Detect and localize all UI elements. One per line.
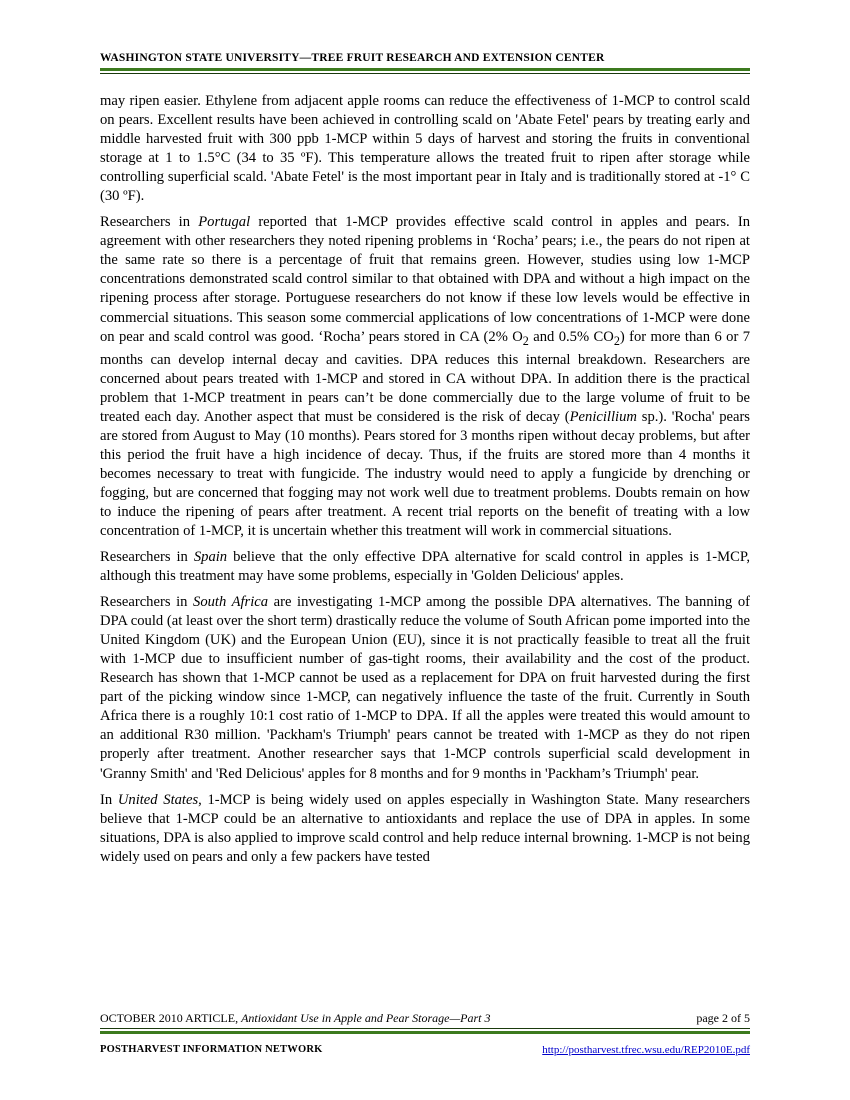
country-united-states: United States xyxy=(117,791,199,808)
footer-network-name: POSTHARVEST INFORMATION NETWORK xyxy=(100,1044,323,1055)
paragraph-south-africa: Researchers in South Africa are investigating 1-MCP among the possible DPA alternatives. The banning of DPA could (at least over the short term) drastically reduce the volume of South African pome imported into the United Kingdom (UK) and the European Union (EU), since it is not practically feasible to treat all the fruit with 1-MCP due to insufficient number of gas-tight rooms, their availability and the cost of the product. Research has shown that 1-MCP cannot be used as a replacement for DPA on fruit harvested during the first part of the picking window since 1-MCP, can negatively influence the taste of the fruit. Currently in South Africa there is a roughly 10:1 cost ratio of 1-MCP to DPA. If all the apples were treated this would amount to an additional R30 million. 'Packham's Triumph' pears cannot be treated with 1-MCP as they do not ripen properly after treatment. Another researcher says that 1-MCP controls superficial scald development in 'Granny Smith' and 'Red Delicious' apples for 8 months and for 9 months in 'Packham’s Triumph' pear. xyxy=(100,594,750,782)
paragraph-spain: Researchers in Spain believe that the only effective DPA alternative for scald control in apples is 1-MCP, although this treatment may have some problems, especially in 'Golden Delicious' apples. xyxy=(100,548,750,585)
article-body xyxy=(100,92,750,874)
page-header xyxy=(100,50,750,74)
footer-article-row xyxy=(100,1010,750,1026)
page-number: page 2 of 5 xyxy=(696,1011,750,1025)
footer-pdf-link[interactable]: http://postharvest.tfrec.wsu.edu/REP2010E.pdf xyxy=(542,1044,750,1056)
footer-date-label: OCTOBER 2010 ARTICLE, xyxy=(100,1011,242,1025)
footer-network-row xyxy=(100,1043,750,1057)
footer-article-info xyxy=(100,1010,491,1026)
country-spain: Spain xyxy=(193,548,228,565)
genus-penicillium: Penicillium xyxy=(569,408,637,425)
page-footer xyxy=(100,1010,750,1057)
header-rule-thin xyxy=(100,73,750,74)
paragraph-united-states: In United States, 1-MCP is being widely used on apples especially in Washington State. Many researchers believe that 1-MCP could be an alternative to antioxidants and replace the use of DPA in apples. In some situations, DPA is also applied to improve scald control and help reduce internal browning. 1-MCP is not being widely used on pears and only a few packers have tested xyxy=(100,791,751,865)
header-title: WASHINGTON STATE UNIVERSITY—TREE FRUIT RESEARCH AND EXTENSION CENTER xyxy=(100,52,605,64)
footer-rule-thick xyxy=(100,1031,750,1034)
country-portugal: Portugal xyxy=(198,214,251,231)
paragraph-portugal: Researchers in Portugal reported that 1-MCP provides effective scald control in apples and pears. In agreement with other researchers they noted ripening problems in ‘Rocha’ pears; i.e., the pears do not ripen at the same rate so there is a percentage of fruit that remains green. However, studies using low 1-MCP concentrations demonstrated scald control similar to that obtained with DPA and without a high impact on the ripening process after storage. Portuguese researchers do not know if these low levels would be effective in commercial situations. This season some commercial applications of low concentrations of 1-MCP were done on pear and scald control was good. ‘Rocha’ pears stored in CA (2% $O_2$ and 0.5% $CO_2$) for more than 6 or 7 months can develop internal decay and cavities. DPA reduces this internal breakdown. Researchers are concerned about pears treated with 1-MCP and stored in CA without DPA. In addition there is the practical problem that 1-MCP treatment in pears can’t be done commercially due to the large volume of fruit to be treated each day. Another aspect that must be considered is the risk of decay (Penicillium sp.). 'Rocha' pears are stored from August to May (10 months). Pears stored for 3 months ripen without decay problems, but after this period the fruit have a high incidence of decay. Thus, if the fruits are stored more than 4 months it becomes necessary to treat with fungicide. The industry would need to apply a fungicide by drenching or fogging, but are concerned that fogging may not work well due to treatment problems. Doubts remain on how to induce the ripening of pears after treatment. A recent trial reports on the benefit of treating with a low concentration of 1-MCP, it is uncertain whether this treatment will work in commercial situations. xyxy=(100,214,750,539)
footer-rule-thin xyxy=(100,1028,750,1029)
footer-article-title: Antioxidant Use in Apple and Pear Storage—Part 3 xyxy=(241,1011,491,1025)
country-south-africa: South Africa xyxy=(193,594,269,611)
paragraph-ethylene: may ripen easier. Ethylene from adjacent apple rooms can reduce the effectiveness of 1-MCP to control scald on pears. Excellent results have been achieved in controlling scald on 'Abate Fetel' pears by treating early and middle harvested fruit with 300 ppb 1-MCP within 5 days of harvest and storing the fruits in conventional storage at 1 to 1.5°C (34 to 35 ºF). This temperature allows the treated fruit to ripen after storage while controlling superficial scald. 'Abate Fetel' is the most important pear in Italy and is traditionally stored at -1° C (30 ºF). xyxy=(100,93,750,205)
